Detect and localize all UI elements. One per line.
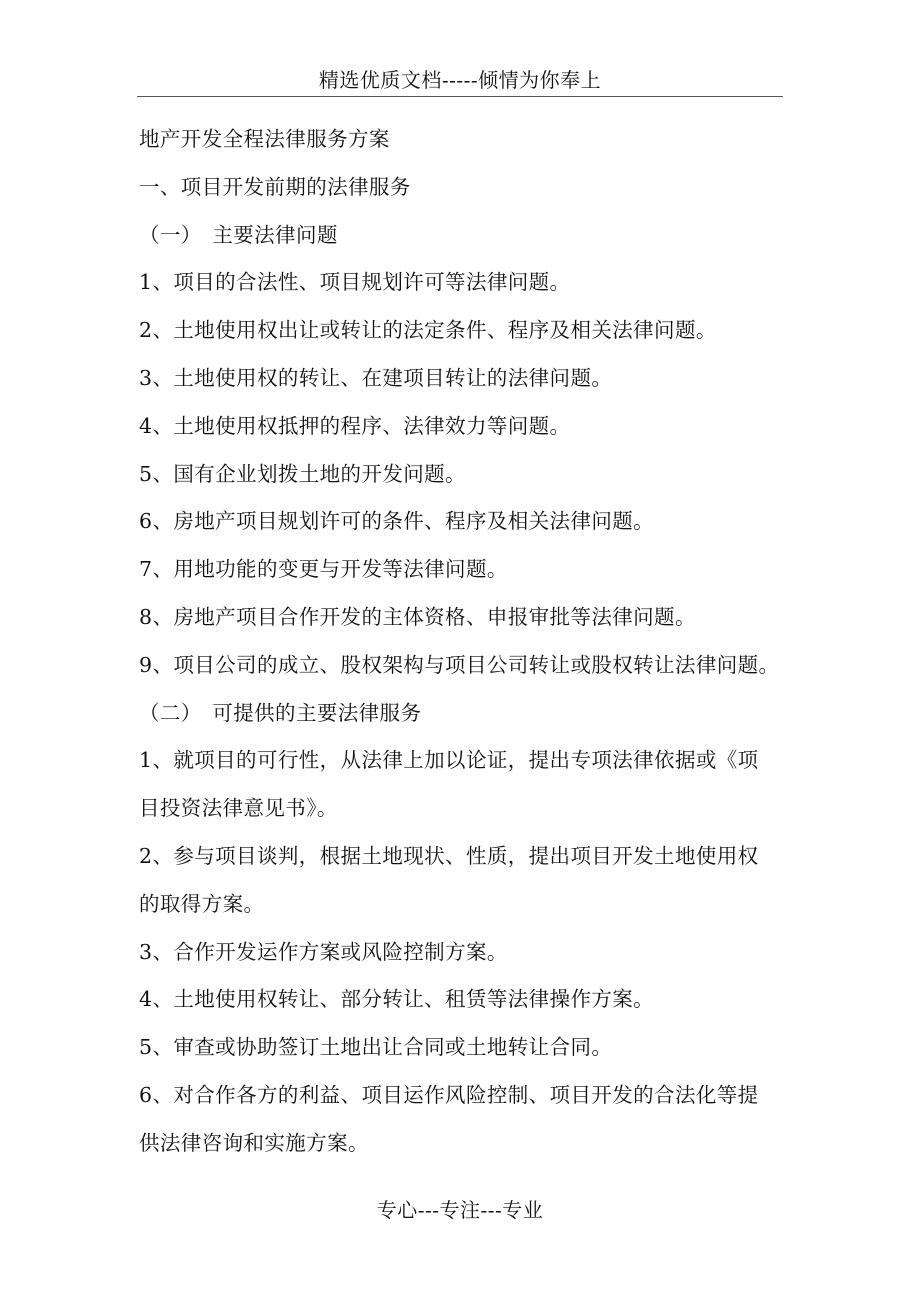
- list-item: 3、合作开发运作方案或风险控制方案。: [139, 939, 508, 964]
- list-item: 5、审查或协助签订土地出让合同或土地转让合同。: [139, 1035, 613, 1060]
- list-item: 9、项目公司的成立、股权架构与项目公司转让或股权转让法律问题。: [139, 652, 780, 677]
- subsection-heading: （一） 主要法律问题: [139, 222, 338, 247]
- section-heading: 一、项目开发前期的法律服务: [139, 174, 411, 199]
- list-item-continuation: 供法律咨询和实施方案。: [139, 1130, 369, 1155]
- header-divider: [137, 96, 783, 97]
- document-body: [139, 116, 789, 1168]
- list-item-continuation: 目投资法律意见书》。: [139, 796, 338, 821]
- list-item-continuation: 的取得方案。: [139, 891, 265, 916]
- list-item: 1、项目的合法性、项目规划许可等法律问题。: [139, 270, 571, 295]
- list-item: 4、土地使用权转让、部分转让、租赁等法律操作方案。: [139, 987, 655, 1012]
- page-header: 精选优质文档-----倾情为你奉上: [318, 68, 602, 92]
- list-item: 4、土地使用权抵押的程序、法律效力等问题。: [139, 413, 571, 438]
- list-item: 1、就项目的可行性，从法律上加以论证，提出专项法律依据或《项: [139, 748, 759, 773]
- list-item: 2、土地使用权出让或转让的法定条件、程序及相关法律问题。: [139, 318, 717, 343]
- list-item: 5、国有企业划拨土地的开发问题。: [139, 461, 466, 486]
- list-item: 7、用地功能的变更与开发等法律问题。: [139, 557, 508, 582]
- list-item: 8、房地产项目合作开发的主体资格、申报审批等法律问题。: [139, 604, 696, 629]
- list-item: 3、土地使用权的转让、在建项目转让的法律问题。: [139, 365, 613, 390]
- page-footer: 专心---专注---专业: [376, 1198, 544, 1222]
- subsection-heading: （二） 可提供的主要法律服务: [139, 700, 422, 725]
- list-item: 6、对合作各方的利益、项目运作风险控制、项目开发的合法化等提: [139, 1082, 759, 1107]
- list-item: 6、房地产项目规划许可的条件、程序及相关法律问题。: [139, 509, 655, 534]
- list-item: 2、参与项目谈判，根据土地现状、性质，提出项目开发土地使用权: [139, 843, 759, 868]
- document-title: 地产开发全程法律服务方案: [139, 127, 390, 151]
